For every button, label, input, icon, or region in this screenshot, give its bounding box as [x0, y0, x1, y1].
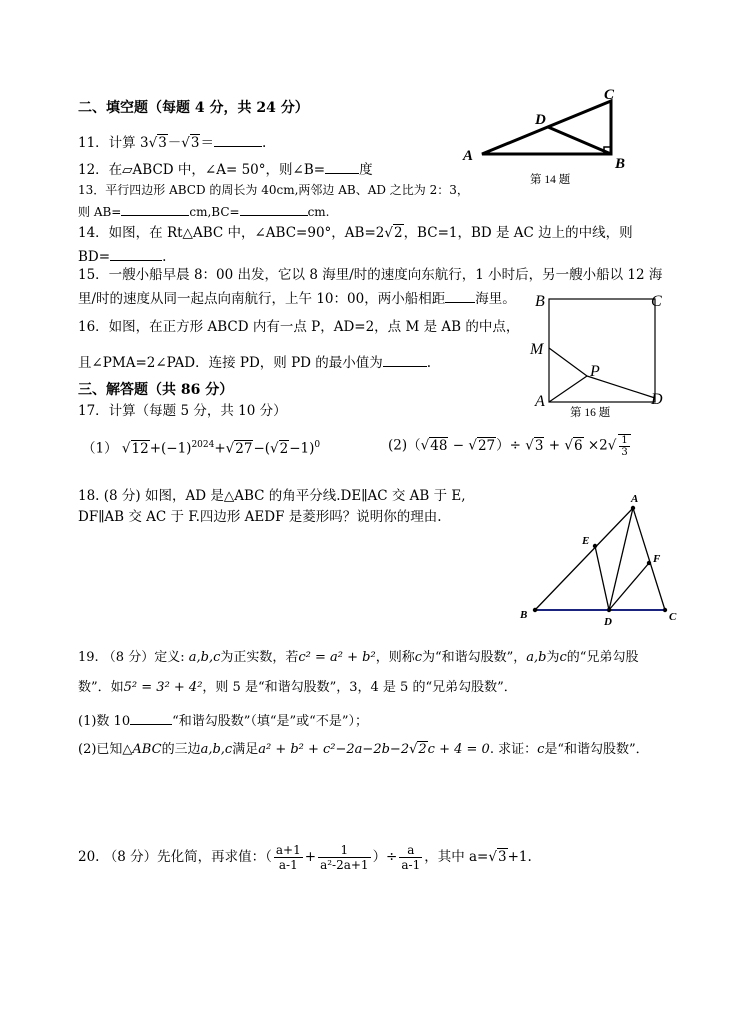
q13-line2: [78, 201, 329, 221]
q20-f1d: a-1: [278, 858, 298, 872]
q17-p2-close: ）÷: [496, 437, 526, 454]
q14-end: .: [162, 249, 167, 265]
q19-eq3b: c + 4 = 0: [427, 742, 490, 757]
q19-l1d: 为“和谐勾股数”，: [421, 650, 527, 665]
q11-sqrt-sign2: √: [181, 135, 190, 151]
q17-p2-sqrt2: √: [468, 437, 477, 454]
fig18-label-e: E: [582, 535, 590, 547]
q20-frac2: [318, 843, 371, 872]
fig16-seg-mp: [549, 348, 587, 376]
q19-line1: [78, 649, 638, 667]
q11-radicand1: 3: [158, 135, 167, 151]
q19-vabc2: a,b,c: [200, 742, 233, 757]
q12-end: 度: [359, 162, 373, 178]
q20: [78, 840, 532, 874]
q17-p2-r4: 6: [573, 437, 583, 454]
q20-frac1: [274, 843, 303, 872]
q17-p1-exp1: 2024: [191, 440, 215, 450]
q13-bc-blank[interactable]: [240, 201, 308, 216]
fig16-label-m: M: [530, 341, 544, 358]
q19-eq3r: 2: [418, 742, 427, 757]
q17-part1: [82, 436, 320, 458]
fig16-label-c: C: [651, 293, 662, 310]
q17-p2-r1: 48: [430, 437, 448, 454]
fig16-label-a: A: [535, 393, 545, 410]
fig18-point-b: [533, 608, 537, 612]
q20-tail2: +1.: [507, 849, 532, 865]
q17-p2-frac-num: 1: [621, 435, 628, 446]
q14-bd-label: BD=: [78, 249, 111, 265]
q19-l4e: 是“和谐勾股数”．: [544, 742, 649, 757]
fig14-label-c: C: [604, 87, 615, 103]
figure-18: [512, 488, 687, 628]
q12: [78, 159, 373, 179]
q17-p2-plus: +: [544, 437, 565, 454]
fig18-point-d: [607, 608, 611, 612]
fig14-caption: 第 14 题: [530, 174, 571, 186]
q19-line3: [78, 710, 368, 731]
q17-p2-r2: 27: [477, 437, 496, 454]
q18-line2: DF∥AB 交 AC 于 F.四边形 AEDF 是菱形吗？说明你的理由.: [78, 509, 442, 525]
fig16-caption: 第 16 题: [570, 407, 611, 419]
fig18-bisector-ad: [609, 508, 633, 610]
q17-p2-sqrt1: √: [420, 437, 430, 454]
fig14-median-bd: [548, 127, 611, 154]
q19-l2b: ，则 5 是“和谐勾股数”，3，4 是 5 的“兄弟勾股数”．: [202, 680, 517, 695]
q19-vab: a,b: [526, 650, 547, 665]
q11-minus: －: [167, 135, 182, 151]
q14-answer-blank[interactable]: [110, 246, 162, 261]
q15-line2: [78, 288, 516, 308]
q20-f3n: a: [399, 843, 422, 858]
q17-p1-label: （1）: [82, 440, 118, 457]
q19-line4: [78, 741, 649, 759]
q16-line2a: 且∠PMA=2∠PAD．连接 PD，则 PD 的最小值为: [78, 355, 383, 371]
q19-l1f: 的“兄弟勾股: [566, 650, 639, 665]
q19-vc: c: [414, 650, 422, 665]
q20-r: 3: [497, 849, 507, 865]
q11: [78, 132, 266, 152]
fig16-label-d: D: [651, 391, 663, 408]
q17-p2-frac-den: 3: [621, 447, 628, 458]
q17-part2: [388, 434, 633, 458]
q19-vabc: a,b,c: [188, 650, 221, 665]
q19-eq3-sqrt: √: [409, 742, 418, 757]
q20-f1n: a+1: [275, 843, 301, 857]
q17-p1-sqrt3: √: [270, 440, 279, 457]
q17-title: 17．计算（每题 5 分，共 10 分）: [78, 403, 287, 419]
q13-bc-label: cm,BC=: [189, 205, 240, 219]
q19-eq2: 5² = 3² + 4²: [123, 680, 203, 695]
fig18-triangle: [535, 508, 665, 610]
q20-prefix: 20. （8 分）先化简，再求值：（: [78, 849, 272, 865]
q17-p1-tail: −1): [289, 440, 315, 457]
q14-line2: [78, 246, 166, 266]
q19-l4b: 的三边: [161, 742, 201, 757]
q16-end: .: [426, 355, 432, 371]
q17-p2-label: (2)（: [388, 437, 421, 454]
q11-radicand2: 3: [190, 135, 200, 151]
q16-answer-blank[interactable]: [383, 352, 427, 367]
q12-answer-blank[interactable]: [325, 159, 359, 174]
q15-line2b: 海里。: [475, 291, 516, 307]
q20-f2d: a²-2a+1: [320, 858, 369, 872]
q19-l4a: (2)已知: [78, 742, 123, 757]
q17-p2-times: ×2: [583, 437, 608, 454]
q19-l4c: 满足: [232, 742, 259, 757]
q17-p1-r1: 12: [131, 440, 149, 457]
fig18-point-a: [631, 506, 635, 510]
q17-p2-sqrt3: √: [525, 437, 534, 454]
fig18-point-f: [647, 561, 651, 565]
q17-p2-r3: 3: [534, 437, 544, 454]
q19-line2: [78, 679, 517, 697]
q17-p1-r3: 2: [279, 440, 289, 457]
q17-p1-exp2: 0: [314, 440, 321, 450]
q20-f2n: 1: [318, 843, 371, 858]
fig14-label-d: D: [535, 112, 546, 128]
q19-l4d: . 求证：: [489, 742, 538, 757]
q19-l3b: “和谐勾股数”（填“是”或“不是”）；: [172, 714, 368, 729]
section3-title: 三、解答题（共 86 分）: [78, 382, 234, 398]
q19-eq1: c² = a² + b²: [298, 650, 376, 665]
q11-coef: 3: [139, 135, 149, 151]
q15-line1: 15．一艘小船早晨 8：00 出发，它以 8 海里/时的速度向东航行，1 小时后，另一艘小船以 12 海: [78, 267, 663, 283]
q19-vc3: c: [537, 742, 545, 757]
q13-line1: 13．平行四边形 ABCD 的周长为 40cm,两邻边 AB、AD 之比为 2：3，: [78, 183, 469, 197]
q19-l1b: 为正实数，若: [220, 650, 299, 665]
q14-line1a: 14．如图，在 Rt△ABC 中，∠ABC=90°，AB=2: [78, 225, 385, 241]
figure-14: [455, 85, 635, 190]
q16-line1: 16．如图，在正方形 ABCD 内有一点 P，AD=2，点 M 是 AB 的中点，: [78, 319, 520, 335]
q20-frac3: [399, 843, 422, 872]
fig18-label-a: A: [631, 493, 639, 505]
q20-plus: +: [304, 849, 317, 865]
q17-p2-minus: −: [448, 437, 469, 454]
fig18-label-c: C: [669, 611, 677, 623]
q19-answer-blank[interactable]: [130, 710, 172, 725]
q14-line1b: ，BC=1，BD 是 AC 边上的中线，则: [403, 225, 633, 241]
q19-l1a: 19. （8 分）定义:: [78, 650, 189, 665]
figure-16: [530, 288, 680, 423]
q15-answer-blank[interactable]: [445, 288, 475, 303]
q11-eq: ＝: [200, 135, 214, 151]
q11-sqrt-sign: √: [148, 135, 158, 151]
q13-end: cm.: [307, 205, 330, 219]
q17-p1-r2: 27: [235, 440, 253, 457]
q17-p2-sqrt5: √: [607, 437, 617, 454]
q20-sqrt: √: [488, 849, 497, 865]
q20-f3d: a-1: [401, 858, 421, 872]
fig14-label-a: A: [463, 148, 474, 164]
fig18-label-f: F: [653, 553, 661, 565]
q11-end: .: [261, 135, 267, 151]
q11-prefix: 11．计算: [78, 135, 136, 151]
q17-p1-plus2: +: [214, 440, 226, 457]
q20-mid: ）÷: [372, 849, 398, 865]
q16-line2: [78, 352, 431, 372]
fig16-square: [549, 299, 655, 402]
q14-line1: [78, 224, 633, 242]
q19-l3a: (1)数 10: [78, 714, 131, 729]
q15-line2a: 里/时的速度从同一起点向南航行，上午 10：00，两小船相距: [78, 291, 446, 307]
q19-l1e: 为: [546, 650, 560, 665]
q13-ab-label: 则 AB=: [78, 205, 122, 219]
fig18-point-c: [663, 608, 667, 612]
fig16-label-p: P: [590, 363, 600, 380]
q17-p1-plus1: +(−1): [149, 440, 192, 457]
fig14-label-b: B: [615, 156, 626, 172]
q13-ab-blank[interactable]: [121, 201, 189, 216]
fig18-seg-de: [595, 546, 609, 610]
q17-p2-sqrt4: √: [564, 437, 573, 454]
q17-p1-sqrt2: √: [225, 440, 235, 457]
q14-radicand: 2: [393, 225, 403, 241]
fig18-point-e: [593, 544, 597, 548]
q17-p1-minus: −(: [253, 440, 271, 457]
q12-text: 12．在▱ABCD 中，∠A= 50°，则∠B=: [78, 162, 326, 178]
q20-tail: ，其中 a=: [424, 849, 489, 865]
q19-eq3a: a² + b² + c²−2a−2b−2: [258, 742, 410, 757]
q14-sqrt-sign: √: [384, 225, 393, 241]
fig18-label-b: B: [520, 609, 528, 621]
q17-p2-frac: [618, 434, 630, 458]
section2-title: 二、填空题（每题 4 分，共 24 分）: [78, 100, 309, 116]
q11-answer-blank[interactable]: [214, 132, 262, 147]
q17-p1-sqrt1: √: [121, 440, 131, 457]
q18-line1: 18. (8 分) 如图，AD 是△ABC 的角平分线.DE∥AC 交 AB 于 E,: [78, 488, 466, 504]
q19-tri: △ABC: [122, 742, 162, 757]
fig18-label-d: D: [604, 616, 612, 628]
fig16-label-b: B: [535, 293, 545, 310]
fig16-seg-ap: [549, 376, 587, 402]
q19-vc2: c: [559, 650, 567, 665]
q19-l1c: ，则称: [375, 650, 415, 665]
q19-l2a: 数”．如: [78, 680, 124, 695]
